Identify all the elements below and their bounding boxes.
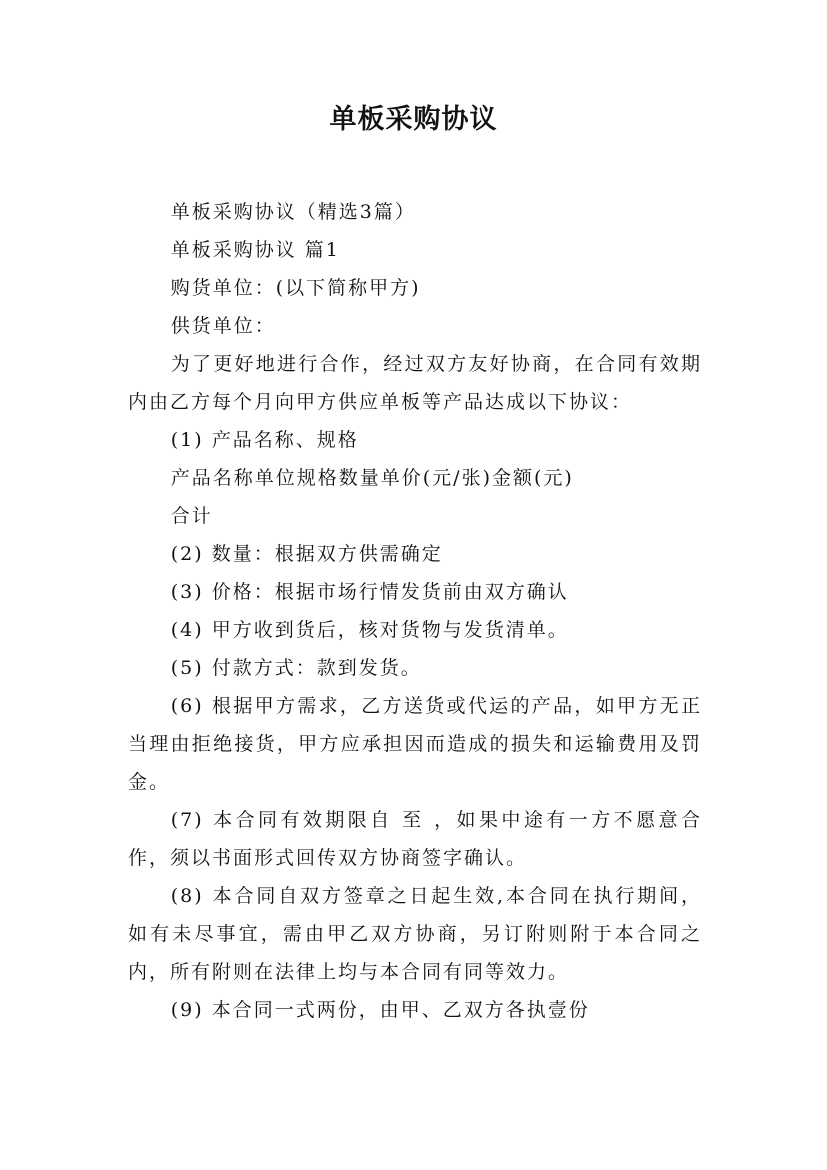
- clause-6: (6) 根据甲方需求，乙方送货或代运的产品，如甲方无正当理由拒绝接货，甲方应承担因而造成的损失和运输费用及罚金。: [128, 695, 702, 793]
- product-table-total: 合计: [170, 505, 213, 527]
- clause-4: (4) 甲方收到货后，核对货物与发货清单。: [170, 619, 569, 641]
- product-table-header: 产品名称单位规格数量单价(元/张)金额(元): [170, 467, 574, 489]
- clause-9: (9) 本合同一式两份，由甲、乙双方各执壹份: [170, 999, 590, 1021]
- clause-3: (3) 价格：根据市场行情发货前由双方确认: [170, 581, 569, 603]
- section-heading: 单板采购协议 篇1: [170, 239, 340, 261]
- supplier-line: 供货单位：: [170, 315, 276, 337]
- intro-paragraph: 为了更好地进行合作，经过双方友好协商，在合同有效期内由乙方每个月向甲方供应单板等产品达成以下协议：: [128, 353, 702, 413]
- clause-1: (1) 产品名称、规格: [170, 429, 359, 451]
- document-body: [128, 193, 702, 1029]
- subtitle-paragraph: 单板采购协议（精选3篇）: [170, 201, 416, 223]
- clause-2: (2) 数量：根据双方供需确定: [170, 543, 443, 565]
- clause-8: (8) 本合同自双方签章之日起生效,本合同在执行期间，如有未尽事宜，需由甲乙双方协商，另订附则附于本合同之内，所有附则在法律上均与本合同有同等效力。: [128, 885, 702, 983]
- clause-5: (5) 付款方式：款到发货。: [170, 657, 422, 679]
- clause-7: (7) 本合同有效期限自 至 ，如果中途有一方不愿意合作，须以书面形式回传双方协商签字确认。: [128, 809, 702, 869]
- buyer-line: 购货单位：(以下简称甲方): [170, 277, 421, 299]
- document-title: 单板采购协议: [329, 104, 498, 135]
